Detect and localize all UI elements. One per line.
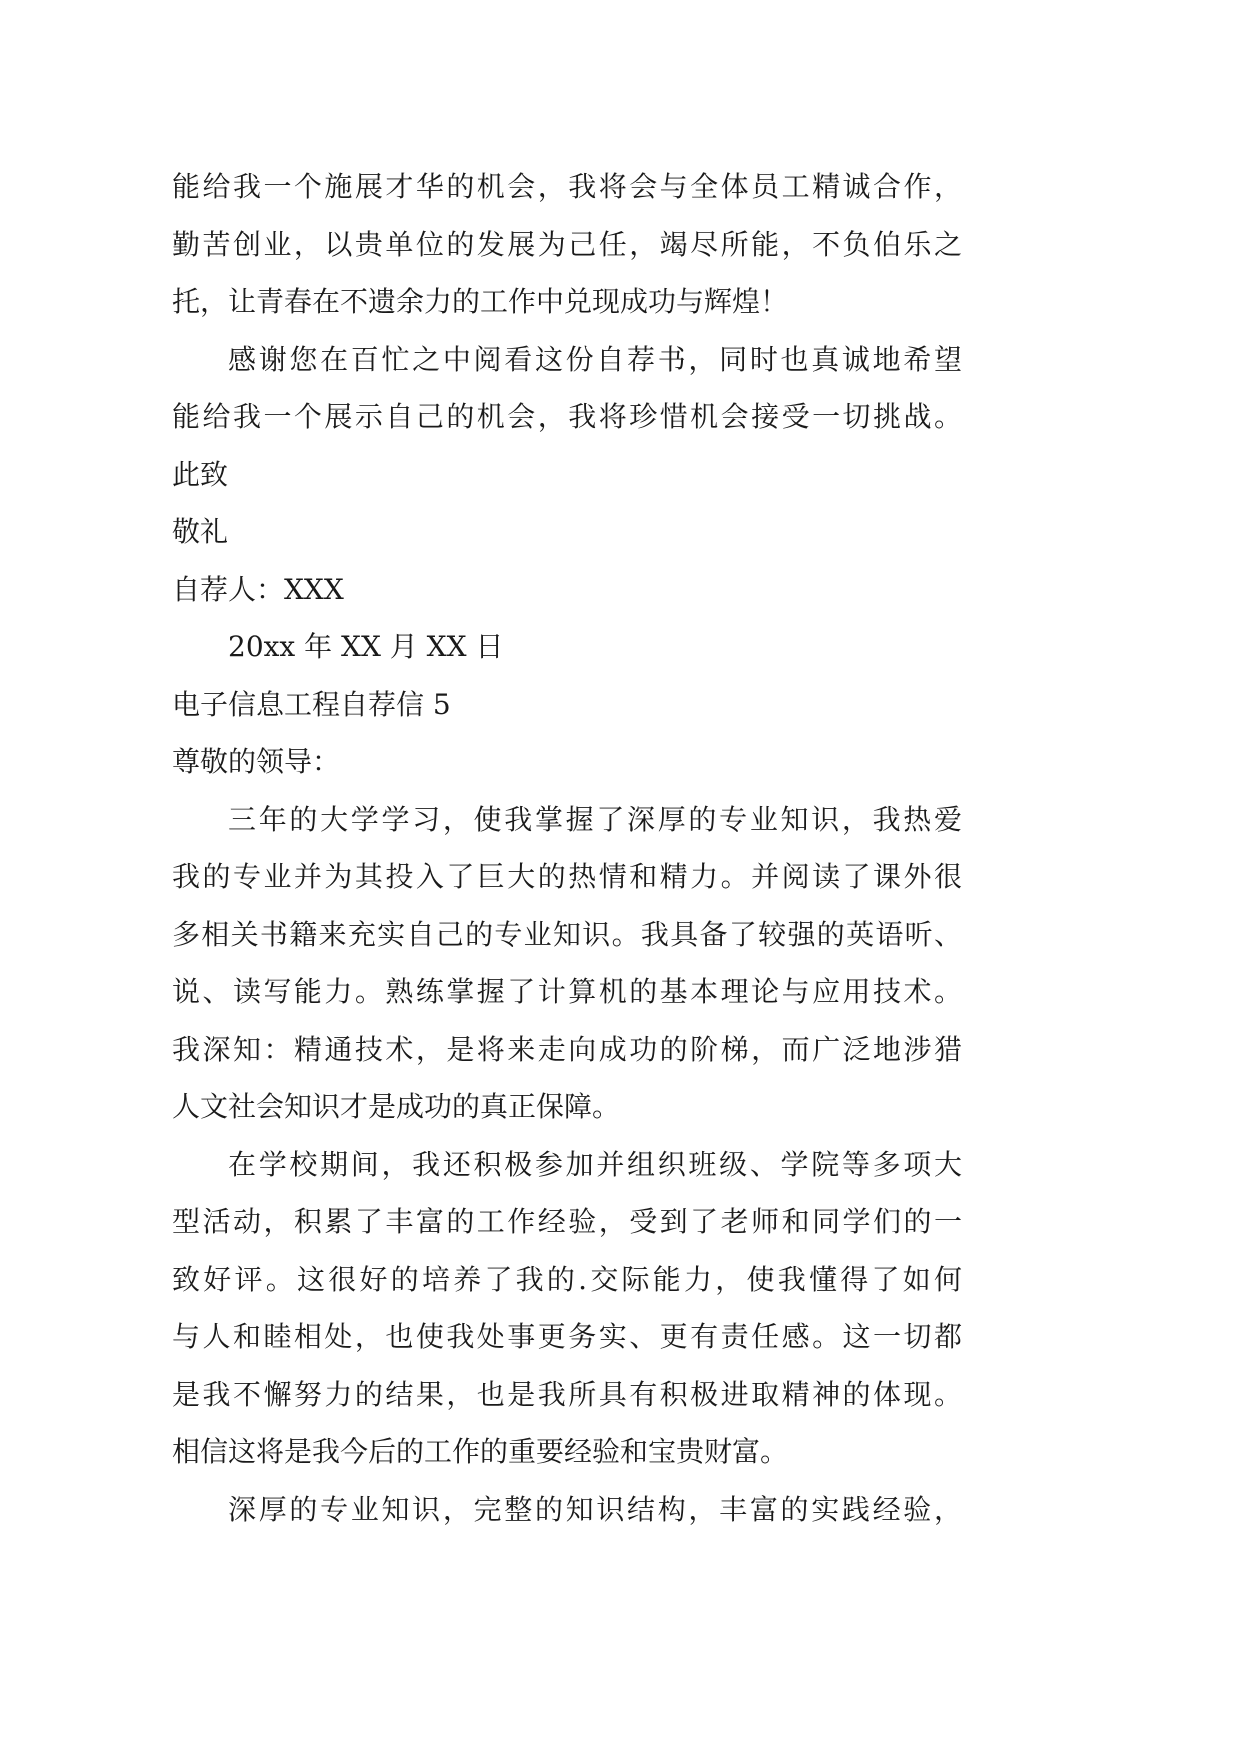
text-line: 托，让青春在不遗余力的工作中兑现成功与辉煌！ (172, 285, 789, 318)
paragraph (172, 1136, 962, 1481)
closing-phrase: 此致 (172, 457, 229, 491)
text-line: 人文社会知识才是成功的真正保障。 (172, 1090, 621, 1123)
text-line: 说、读写能力。熟练掌握了计算机的基本理论与应用技术。 (172, 975, 962, 1008)
text-line: 我的专业并为其投入了巨大的热情和精力。并阅读了课外很 (172, 860, 962, 893)
greeting: 尊敬的领导： (172, 745, 341, 778)
paragraph (172, 158, 962, 331)
text-line: 在学校期间，我还积极参加并组织班级、学院等多项大 (228, 1147, 962, 1181)
text-line: 是我不懈努力的结果，也是我所具有积极进取精神的体现。 (172, 1377, 962, 1411)
text-line: 相信这将是我今后的工作的重要经验和宝贵财富。 (172, 1435, 789, 1468)
text-line: 能给我一个展示自己的机会，我将珍惜机会接受一切挑战。 (172, 400, 962, 433)
date-line: 20xx 年 XX 月 XX 日 (228, 630, 504, 663)
text-line: 勤苦创业，以贵单位的发展为己任，竭尽所能，不负伯乐之 (172, 227, 962, 261)
document-page (172, 158, 962, 1538)
paragraph (172, 331, 962, 446)
text-line: 能给我一个施展才华的机会，我将会与全体员工精诚合作， (172, 170, 962, 203)
letter-title: 电子信息工程自荐信 5 (172, 687, 451, 721)
text-line: 型活动，积累了丰富的工作经验，受到了老师和同学们的一 (172, 1205, 962, 1238)
regards-phrase: 敬礼 (172, 515, 229, 548)
text-line: 我深知：精通技术，是将来走向成功的阶梯，而广泛地涉猎 (172, 1032, 962, 1066)
text-line: 深厚的专业知识，完整的知识结构，丰富的实践经验， (228, 1492, 962, 1526)
text-line: 与人和睦相处，也使我处事更务实、更有责任感。这一切都 (172, 1320, 962, 1353)
paragraph (172, 1481, 962, 1539)
text-line: 三年的大学学习，使我掌握了深厚的专业知识，我热爱 (228, 802, 962, 836)
text-line: 致好评。这很好的培养了我的.交际能力，使我懂得了如何 (172, 1262, 962, 1296)
text-line: 多相关书籍来充实自己的专业知识。我具备了较强的英语听、 (172, 917, 962, 951)
text-line: 感谢您在百忙之中阅看这份自荐书，同时也真诚地希望 (228, 342, 962, 376)
signature: 自荐人：XXX (172, 572, 344, 606)
paragraph (172, 791, 962, 1136)
